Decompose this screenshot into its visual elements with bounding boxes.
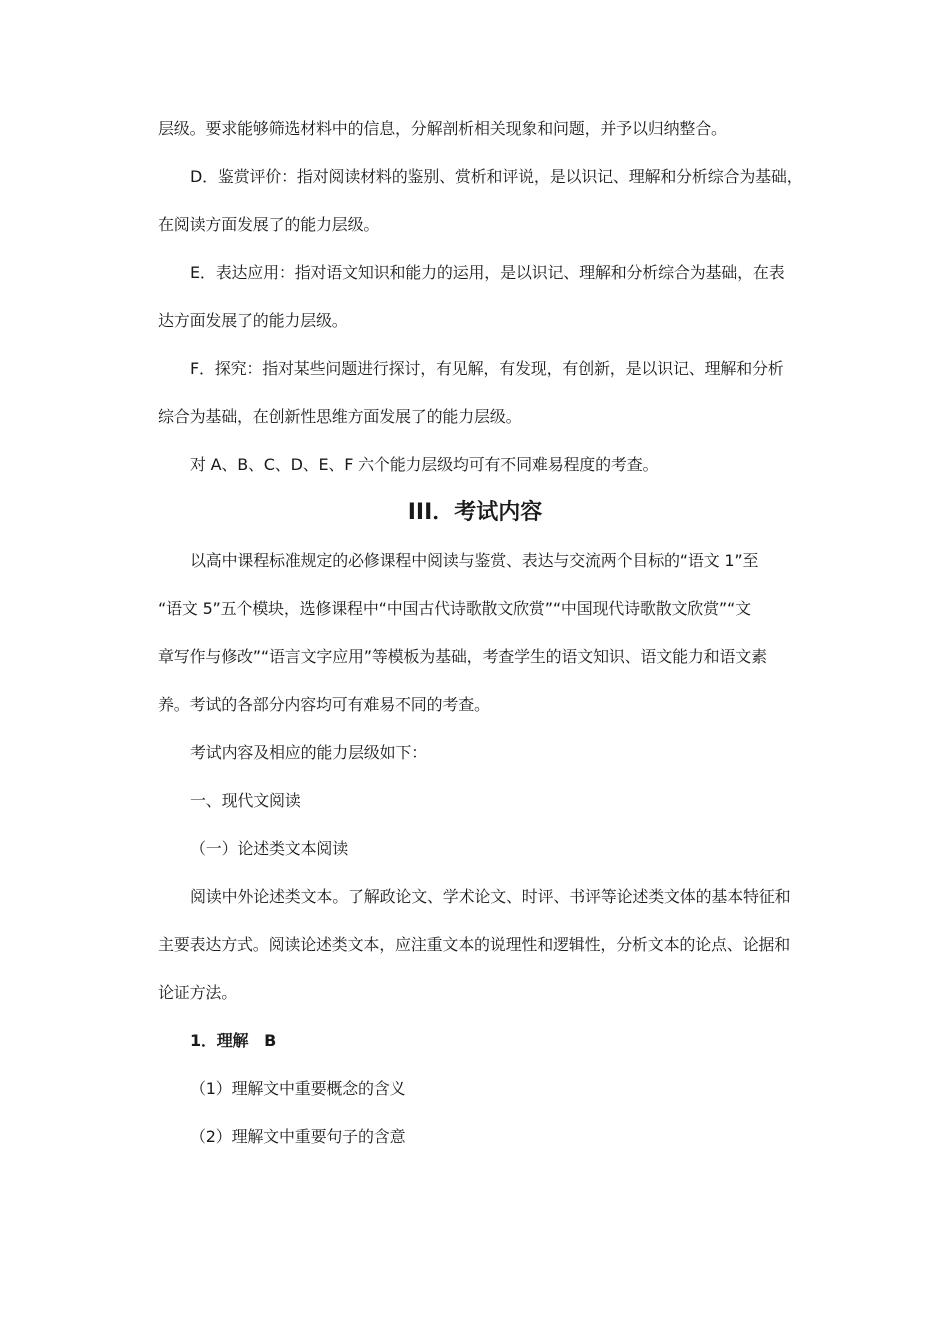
subheading-argumentative-reading: （一）论述类文本阅读 — [190, 839, 349, 858]
paragraph-argumentative-line-2: 主要表达方式。阅读论述类文本，应注重文本的说理性和逻辑性，分析文本的论点、论据和 — [158, 935, 791, 954]
paragraph-summary: 对 A、B、C、D、E、F 六个能力层级均可有不同难易程度的考查。 — [190, 455, 659, 474]
paragraph-f-line-2: 综合为基础，在创新性思维方面发展了的能力层级。 — [158, 407, 522, 426]
paragraph-content-line-4: 养。考试的各部分内容均可有难易不同的考查。 — [158, 695, 490, 714]
list-item-2: （2）理解文中重要句子的含意 — [190, 1127, 406, 1146]
paragraph-c-continuation: 层级。要求能够筛选材料中的信息，分解剖析相关现象和问题，并予以归纳整合。 — [158, 119, 727, 138]
paragraph-f-line-1: F．探究：指对某些问题进行探讨，有见解，有发现，有创新，是以识记、理解和分析 — [190, 359, 784, 378]
paragraph-d-line-2: 在阅读方面发展了的能力层级。 — [158, 215, 380, 234]
paragraph-d-line-1: D．鉴赏评价：指对阅读材料的鉴别、赏析和评说，是以识记、理解和分析综合为基础， — [190, 167, 803, 186]
item-heading-understanding: 1．理解 B — [190, 1031, 277, 1050]
subheading-modern-reading: 一、现代文阅读 — [190, 791, 301, 810]
paragraph-intro-levels: 考试内容及相应的能力层级如下： — [190, 743, 428, 762]
paragraph-content-line-2: “语文 5”五个模块，选修课程中“中国古代诗歌散文欣赏”“中国现代诗歌散文欣赏”“文 — [158, 599, 751, 618]
paragraph-content-line-3: 章写作与修改”“语言文字应用”等模板为基础，考查学生的语文知识、语文能力和语文素 — [158, 647, 767, 666]
list-item-1: （1）理解文中重要概念的含义 — [190, 1079, 406, 1098]
paragraph-e-line-2: 达方面发展了的能力层级。 — [158, 311, 348, 330]
paragraph-content-line-1: 以高中课程标准规定的必修课程中阅读与鉴赏、表达与交流两个目标的“语文 1”至 — [190, 551, 759, 570]
paragraph-e-line-1: E．表达应用：指对语文知识和能力的运用，是以识记、理解和分析综合为基础，在表 — [190, 263, 785, 282]
paragraph-argumentative-line-3: 论证方法。 — [158, 983, 238, 1002]
paragraph-argumentative-line-1: 阅读中外论述类文本。了解政论文、学术论文、时评、书评等论述类文体的基本特征和 — [190, 887, 791, 906]
section-heading-exam-content: III．考试内容 — [407, 500, 543, 525]
